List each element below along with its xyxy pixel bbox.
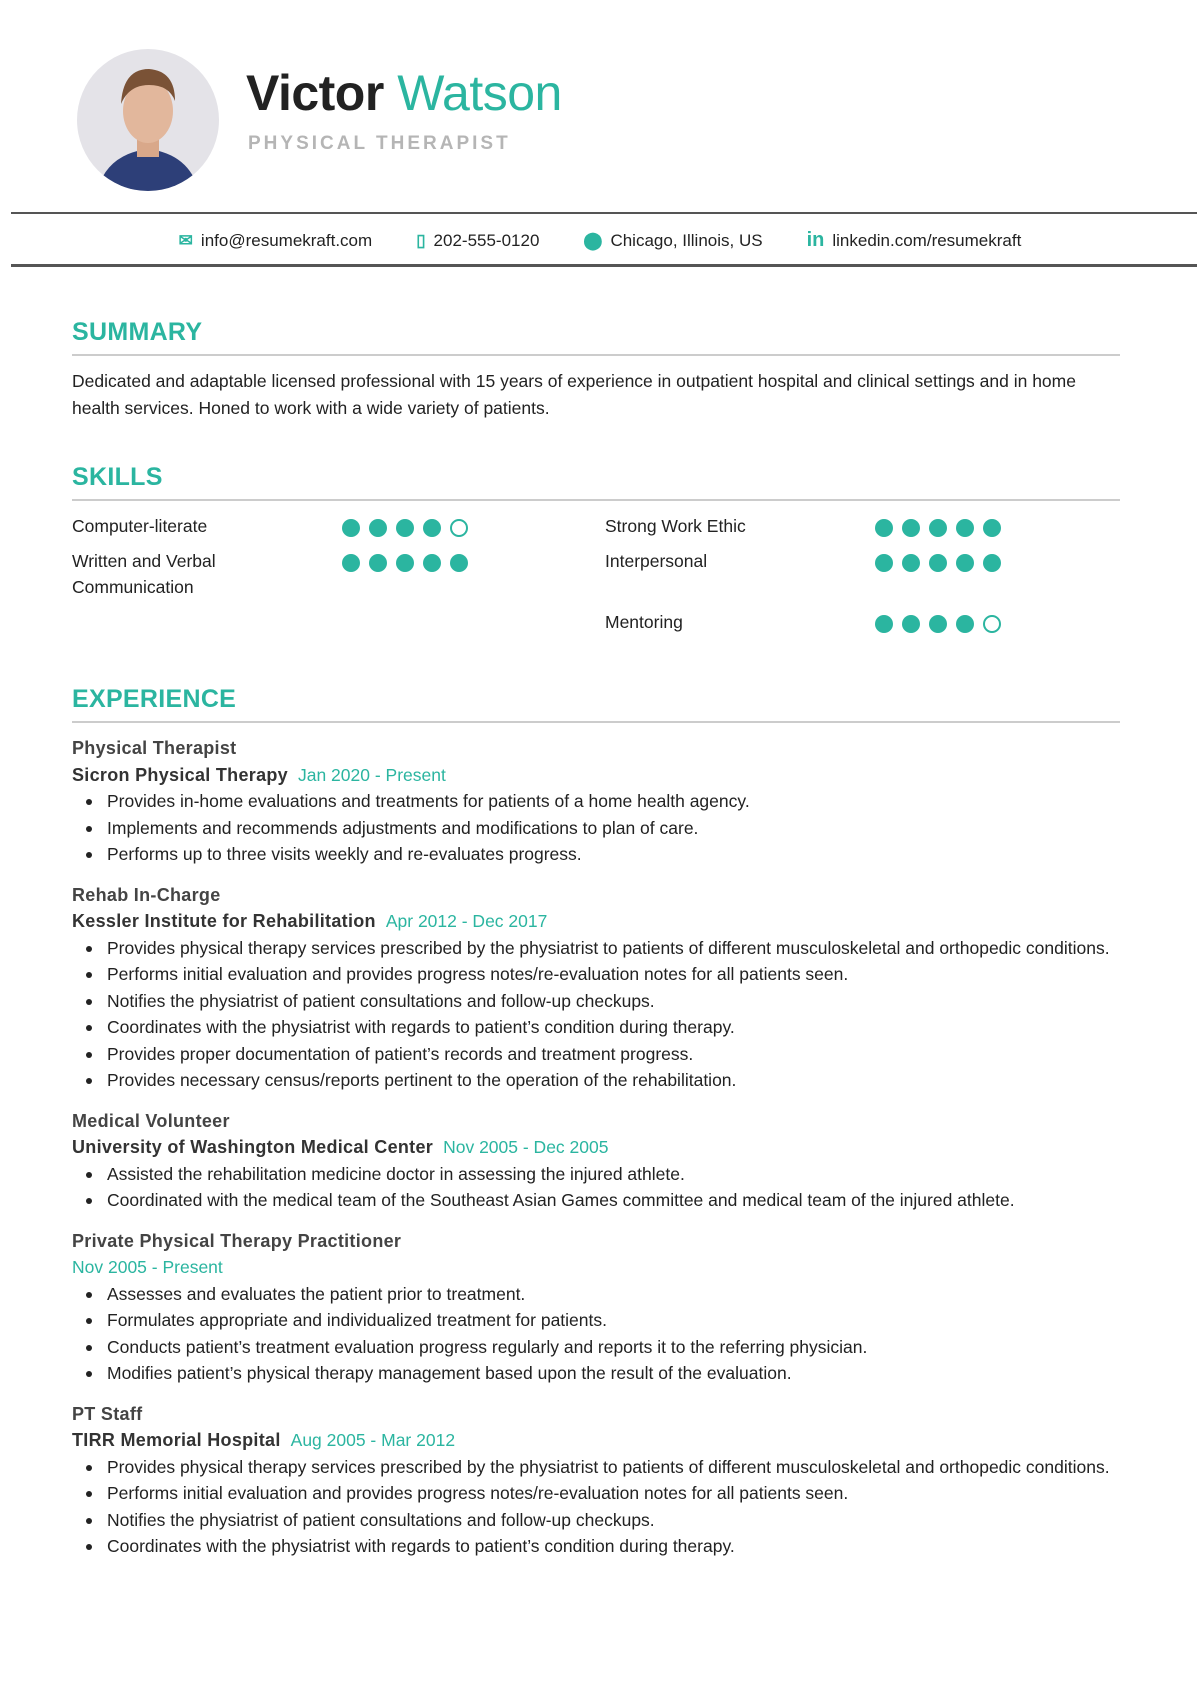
job-dates: Nov 2005 - Dec 2005 xyxy=(443,1137,609,1157)
profile-photo xyxy=(77,49,219,191)
bullet-item: Notifies the physiatrist of patient consultations and follow-up checkups. xyxy=(72,1507,1120,1534)
company-line xyxy=(72,1427,1120,1454)
filled-dot xyxy=(983,519,1001,537)
last-name: Watson xyxy=(397,65,562,121)
bullet-item: Coordinated with the medical team of the Southeast Asian Games committee and medical team of the injured athlete. xyxy=(72,1187,1120,1214)
company-name: Kessler Institute for Rehabilitation xyxy=(72,911,376,931)
bullet-item: Performs initial evaluation and provides progress notes/re-evaluation notes for all patients seen. xyxy=(72,961,1120,988)
bullet-item: Provides necessary census/reports pertinent to the operation of the rehabilitation. xyxy=(72,1067,1120,1094)
skill-name: Interpersonal xyxy=(605,551,708,571)
job-entry xyxy=(72,735,1120,868)
filled-dot xyxy=(875,519,893,537)
spacer xyxy=(342,609,605,635)
job-role: Medical Volunteer xyxy=(72,1110,230,1131)
job-dates: Jan 2020 - Present xyxy=(297,764,446,785)
bullet-item: Assesses and evaluates the patient prior to treatment. xyxy=(72,1281,1120,1308)
filled-dot xyxy=(902,554,920,572)
job-title: PHYSICAL THERAPIST xyxy=(248,133,511,154)
summary-section xyxy=(72,318,1120,421)
filled-dot xyxy=(902,615,920,633)
filled-dot xyxy=(929,519,947,537)
skill-rating xyxy=(875,548,1120,600)
contact-bar xyxy=(0,229,1200,252)
company-line xyxy=(72,1254,1120,1281)
phone-icon: ▯ xyxy=(416,230,426,250)
candidate-name xyxy=(246,64,562,122)
bullet-item: Performs up to three visits weekly and re-evaluates progress. xyxy=(72,841,1120,868)
linkedin-text: linkedin.com/resumekraft xyxy=(832,230,1022,250)
skills-section xyxy=(72,463,1120,635)
filled-dot xyxy=(875,615,893,633)
filled-dot xyxy=(983,554,1001,572)
bullet-item: Performs initial evaluation and provides progress notes/re-evaluation notes for all patients seen. xyxy=(72,1480,1120,1507)
bullet-list xyxy=(72,1281,1120,1387)
section-title: SKILLS xyxy=(72,463,1120,501)
first-name: Victor xyxy=(246,65,384,121)
spacer xyxy=(72,609,342,635)
filled-dot xyxy=(929,615,947,633)
location-text: Chicago, Illinois, US xyxy=(610,230,763,250)
job-role: Physical Therapist xyxy=(72,738,237,758)
company-name: TIRR Memorial Hospital xyxy=(72,1430,281,1450)
job-list xyxy=(72,735,1120,1560)
job-role: Rehab In-Charge xyxy=(72,884,221,905)
skill-rating xyxy=(342,548,605,600)
bullet-list xyxy=(72,1454,1120,1560)
job-dates: Nov 2005 - Present xyxy=(72,1257,223,1277)
filled-dot xyxy=(956,615,974,633)
envelope-icon: ✉ xyxy=(178,230,193,250)
divider xyxy=(11,212,1197,214)
filled-dot xyxy=(423,554,441,572)
company-name: University of Washington Medical Center xyxy=(72,1137,434,1157)
experience-section xyxy=(72,685,1120,1560)
divider xyxy=(11,264,1197,267)
job-entry xyxy=(72,1228,1120,1387)
bullet-item: Provides physical therapy services prescribed by the physiatrist to patients of different musculoskeletal and orthopedic conditions. xyxy=(72,1454,1120,1481)
job-dates: Aug 2005 - Mar 2012 xyxy=(290,1430,456,1450)
linkedin-icon: in xyxy=(806,229,825,251)
contact-email[interactable] xyxy=(179,229,373,252)
bullet-list xyxy=(72,788,1120,868)
email-text: info@resumekraft.com xyxy=(200,230,373,250)
bullet-item: Notifies the physiatrist of patient consultations and follow-up checkups. xyxy=(72,988,1120,1015)
filled-dot xyxy=(450,554,468,572)
filled-dot xyxy=(423,519,441,537)
section-title: EXPERIENCE xyxy=(72,685,1120,723)
bullet-item: Provides proper documentation of patient’s records and treatment progress. xyxy=(72,1041,1120,1068)
bullet-item: Provides physical therapy services prescribed by the physiatrist to patients of different musculoskeletal and orthopedic conditions. xyxy=(72,935,1120,962)
filled-dot xyxy=(956,519,974,537)
bullet-item: Modifies patient’s physical therapy management based upon the result of the evaluation. xyxy=(72,1360,1120,1387)
summary-text: Dedicated and adaptable licensed professional with 15 years of experience in outpatient hospital and clinical settings and in home health services. Honed to work with a wide variety of patients. xyxy=(72,371,1076,418)
phone-text: 202-555-0120 xyxy=(433,230,540,250)
filled-dot xyxy=(875,554,893,572)
job-role: PT Staff xyxy=(72,1403,143,1424)
bullet-item: Coordinates with the physiatrist with regards to patient’s condition during therapy. xyxy=(72,1533,1120,1560)
contact-linkedin[interactable] xyxy=(807,229,1022,252)
filled-dot xyxy=(396,519,414,537)
filled-dot xyxy=(902,519,920,537)
job-entry xyxy=(72,1108,1120,1214)
filled-dot xyxy=(929,554,947,572)
filled-dot xyxy=(342,554,360,572)
section-title: SUMMARY xyxy=(72,318,1120,356)
filled-dot xyxy=(396,554,414,572)
company-line xyxy=(72,908,1120,935)
skill-name: Mentoring xyxy=(605,612,683,632)
job-entry xyxy=(72,882,1120,1094)
skill-name: Written and Verbal Communication xyxy=(72,551,216,597)
skill-rating xyxy=(342,513,605,539)
bullet-item: Conducts patient’s treatment evaluation progress regularly and reports it to the referring physician. xyxy=(72,1334,1120,1361)
company-name: Sicron Physical Therapy xyxy=(72,764,288,785)
skill-rating xyxy=(875,609,1120,635)
contact-location xyxy=(583,229,762,252)
filled-dot xyxy=(956,554,974,572)
job-dates: Apr 2012 - Dec 2017 xyxy=(385,911,548,931)
map-pin-icon: ⬤ xyxy=(583,230,603,250)
bullet-item: Provides in-home evaluations and treatments for patients of a home health agency. xyxy=(72,788,1120,815)
bullet-item: Coordinates with the physiatrist with regards to patient’s condition during therapy. xyxy=(72,1014,1120,1041)
filled-dot xyxy=(342,519,360,537)
empty-dot xyxy=(983,615,1001,633)
bullet-item: Implements and recommends adjustments and modifications to plan of care. xyxy=(72,815,1120,842)
skill-rating xyxy=(875,513,1120,539)
contact-phone[interactable] xyxy=(416,229,539,252)
skill-name: Strong Work Ethic xyxy=(605,516,746,536)
job-role: Private Physical Therapy Practitioner xyxy=(72,1230,402,1251)
filled-dot xyxy=(369,554,387,572)
bullet-item: Formulates appropriate and individualized treatment for patients. xyxy=(72,1307,1120,1334)
bullet-list xyxy=(72,935,1120,1094)
filled-dot xyxy=(369,519,387,537)
company-line xyxy=(72,762,1120,789)
company-line xyxy=(72,1134,1120,1161)
empty-dot xyxy=(450,519,468,537)
skills-grid xyxy=(72,513,1120,635)
skill-name: Computer-literate xyxy=(72,516,208,536)
bullet-list xyxy=(72,1161,1120,1214)
bullet-item: Assisted the rehabilitation medicine doctor in assessing the injured athlete. xyxy=(72,1161,1120,1188)
job-entry xyxy=(72,1401,1120,1560)
